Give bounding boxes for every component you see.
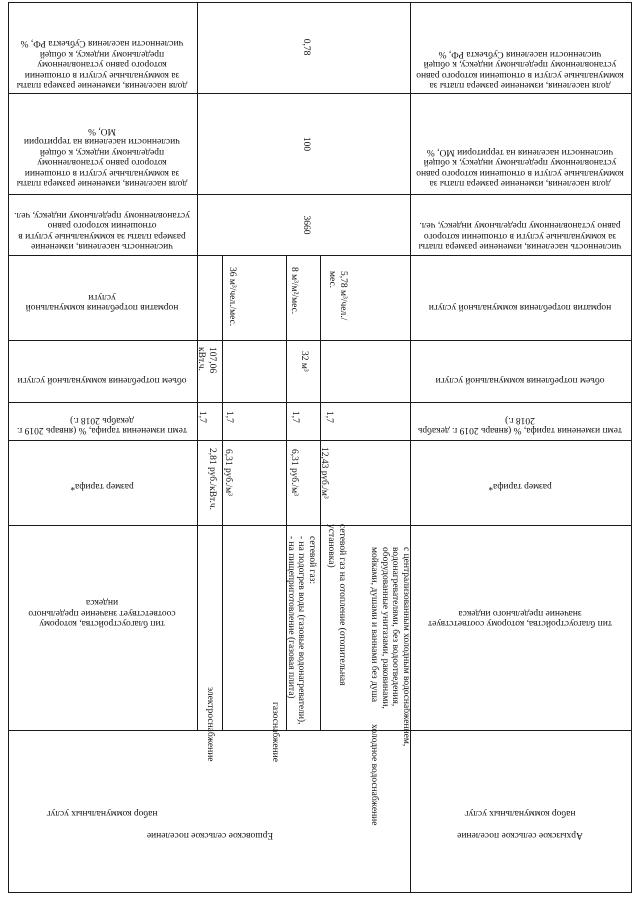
rate-heat: 1,7	[290, 411, 300, 423]
value-share-mo: 100	[301, 136, 311, 152]
right-label-volume: объем потребления коммунальной услуги	[435, 375, 605, 385]
type-gas: сетевой газ: - на подогрев воды (газовые водонагреватели), - на пищеприготовление (газовая плита)	[285, 536, 317, 725]
rule	[410, 2, 411, 893]
tariff-gas: 6,31 руб./м³	[223, 449, 233, 496]
right-label-tariff: размер тарифа*	[488, 481, 552, 491]
label-volume: объем потребления коммунальной услуги	[17, 375, 187, 385]
type-water: с централизованным холодным водоснабжением, водонагревателями, без водоотведения, оборудованные унитазами, раковинами, мойками, душами и ваннами без душа	[369, 547, 411, 747]
right-label-type: тип благоустройства, которому соответствует значение предельного индекса	[428, 607, 612, 628]
label-share-mo: доля населения, изменение размера платы за коммунальные услуги в отношении которого равно установленному предельному индексу, к общей численности населения на территории МО, %	[16, 125, 188, 188]
tariff-electric: 2,81 руб./кВт.ч.	[207, 448, 217, 511]
value-share-subject: 0,78	[301, 38, 311, 56]
service-gas: газоснабжение	[270, 702, 280, 762]
rule	[631, 2, 632, 893]
rule	[8, 730, 632, 731]
tariff-water: 12,43 руб./м³	[319, 447, 329, 499]
right-label-share-mo: доля населения, изменение размера платы за коммунальные услуги в отношении которого равно установленному предельному индексу, к общей численности населения на территории МО, %	[416, 146, 624, 188]
right-label-population: численность населения, изменение размера платы за коммунальные услуги в отношении которого равно установленному предельному индексу, чел.	[418, 220, 622, 251]
label-population: численность населения, изменение размера платы за коммунальные услуги в отношении которого равно установленному предельному индексу, чел.	[14, 209, 190, 251]
label-share-subject: доля населения, изменение размера платы за коммунальные услуги в отношении которого равно установленному предельному индексу, к общей численности населения Субъекта РФ, %	[16, 38, 188, 90]
right-label-services: набор коммунальных услуг	[464, 808, 576, 818]
settlement-right: Архызское сельское поселение	[457, 830, 583, 840]
rule	[8, 892, 632, 893]
right-label-tariff-rate: темп изменения тарифа, % (январь 2019 г. декабрь 2018 г.)	[418, 414, 622, 435]
rate-water: 1,7	[324, 411, 334, 423]
label-tariff: размер тарифа*	[70, 481, 134, 491]
norm-water: 5,78 м³/чел./мес.	[327, 271, 348, 321]
label-type: тип благоустройства, которому соответствует значение предельного индекса	[28, 597, 176, 628]
right-label-norm: норматив потребления коммунальной услуги	[428, 302, 612, 312]
value-population: 3660	[301, 215, 311, 235]
right-label-share-subject: доля населения, изменение размера платы за коммунальные услуги в отношении которого равно установленному предельному индексу, к общей численности населения Субъекта РФ, %	[416, 48, 624, 90]
service-water: холодное водоснабжение	[369, 724, 379, 826]
rule	[8, 2, 9, 893]
tariff-heat: 6,31 руб./м³	[289, 449, 299, 496]
rate-gas: 1,7	[224, 411, 234, 423]
label-tariff-rate: темп изменения тарифа, % (январь 2019 г. декабрь 2018 г.)	[17, 414, 187, 435]
volume-electric: 107,06 кВт.ч.	[196, 347, 217, 374]
rate-electric: 1,7	[197, 411, 207, 423]
rule	[8, 93, 632, 94]
label-services: набор коммунальных услуг	[46, 808, 158, 818]
norm-gas: 36 м³/чел./мес.	[227, 267, 237, 327]
settlement-left: Ершовское сельское поселение	[146, 830, 274, 840]
volume-heat: 32 м³	[299, 351, 309, 372]
norm-heat: 8 м³/м²/мес.	[289, 267, 299, 315]
service-electric: электроснабжение	[205, 687, 215, 762]
type-heat: сетевой газ на отопление (отопительная установка)	[326, 524, 347, 686]
label-norm: норматив потребления коммунальной услуги	[25, 291, 179, 312]
rule	[8, 194, 632, 195]
rule	[8, 2, 632, 3]
